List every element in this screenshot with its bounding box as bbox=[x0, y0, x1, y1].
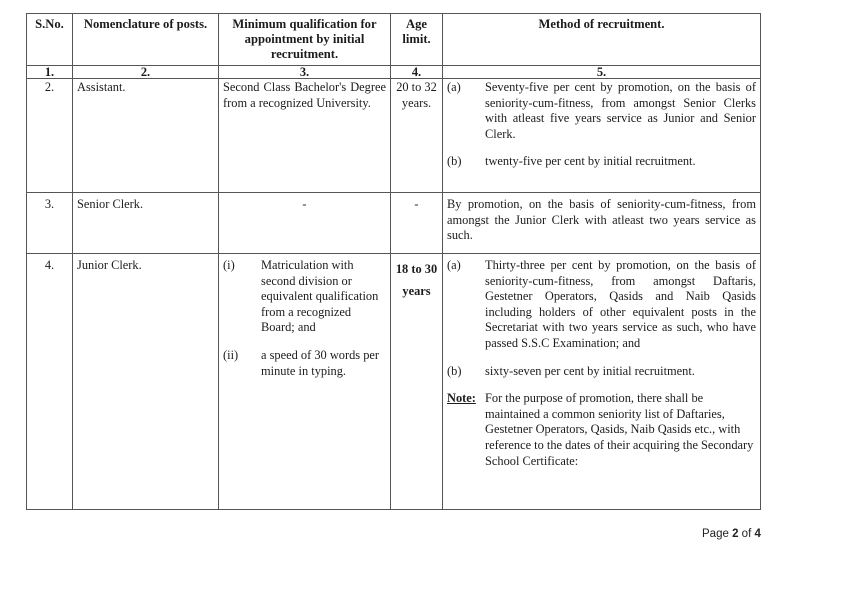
row-method: By promotion, on the basis of seniority-cum-fitness, from amongst the Junior Clerk with atleast two years service as such. bbox=[443, 193, 761, 254]
clause-label: (b) bbox=[447, 363, 462, 378]
table-row-assistant bbox=[27, 79, 761, 193]
qualification-item-i bbox=[223, 258, 386, 336]
row-age: 18 to 30 years bbox=[391, 254, 443, 510]
row-sno: 3. bbox=[27, 193, 73, 254]
page-current: 2 bbox=[732, 528, 739, 540]
row-qualification: Second Class Bachelor's Degree from a recognized University. bbox=[219, 79, 391, 193]
recruitment-rules-table bbox=[26, 13, 761, 510]
clause-text: Thirty-three per cent by promotion, on the basis of seniority-cum-fitness, from amongst Daftaris, Gestetner Operators, Qasids and Naib Qasids including holders of other equivalent posts in the Secretariat with two years service as such, who have passed S.S.C Examination; and bbox=[485, 258, 756, 350]
method-clause-a bbox=[447, 258, 756, 352]
header-qualification: Minimum qualification for appointment by initial recruitment. bbox=[219, 14, 391, 66]
column-number: 2. bbox=[73, 66, 219, 79]
row-age: 20 to 32 years. bbox=[391, 79, 443, 193]
method-clause-a bbox=[447, 80, 756, 142]
page-prefix: Page bbox=[702, 528, 729, 540]
row-age: - bbox=[391, 193, 443, 254]
method-clause-b bbox=[447, 364, 756, 380]
header-row bbox=[27, 14, 761, 66]
item-text: a speed of 30 words per minute in typing. bbox=[261, 347, 380, 378]
page-separator: of bbox=[741, 528, 752, 540]
row-sno: 2. bbox=[27, 79, 73, 193]
column-number: 3. bbox=[219, 66, 391, 79]
row-post: Junior Clerk. bbox=[73, 254, 219, 510]
row-sno: 4. bbox=[27, 254, 73, 510]
header-method: Method of recruitment. bbox=[443, 14, 761, 66]
item-label: (i) bbox=[223, 258, 235, 272]
method-clause-b bbox=[447, 154, 756, 170]
item-label: (ii) bbox=[223, 347, 239, 362]
row-qualification bbox=[219, 254, 391, 510]
note-label: Note: bbox=[447, 391, 476, 406]
clause-text: sixty-seven per cent by initial recruitment. bbox=[485, 363, 695, 378]
qualification-item-ii bbox=[223, 348, 386, 379]
column-number: 5. bbox=[443, 66, 761, 79]
clause-label: (b) bbox=[447, 154, 462, 169]
table-row-senior-clerk bbox=[27, 193, 761, 254]
header-post: Nomenclature of posts. bbox=[73, 14, 219, 66]
note-text: For the purpose of promotion, there shall be maintained a common seniority list of Daftaries, Gestetner Operators, Qasids, Naib Qasids etc., with reference to the dates of their acquiring the Secondary School Certificate: bbox=[485, 391, 754, 468]
clause-text: twenty-five per cent by initial recruitment. bbox=[485, 154, 696, 169]
column-number: 4. bbox=[391, 66, 443, 79]
clause-text: Seventy-five per cent by promotion, on the basis of seniority-cum-fitness, from amongst Senior Clerks with atleast five years service as Junior and Senior Clerk. bbox=[485, 80, 756, 141]
row-method bbox=[443, 79, 761, 193]
header-age: Age limit. bbox=[391, 14, 443, 66]
page-total: 4 bbox=[754, 528, 761, 540]
column-number: 1. bbox=[27, 66, 73, 79]
column-number-row bbox=[27, 66, 761, 79]
row-post: Senior Clerk. bbox=[73, 193, 219, 254]
page-indicator bbox=[702, 528, 761, 540]
row-method bbox=[443, 254, 761, 510]
item-text: Matriculation with second division or equivalent qualification from a recognized Board; and bbox=[261, 258, 379, 335]
header-sno: S.No. bbox=[27, 14, 73, 66]
table-row-junior-clerk bbox=[27, 254, 761, 510]
clause-label: (a) bbox=[447, 258, 461, 272]
clause-label: (a) bbox=[447, 80, 461, 94]
row-qualification: - bbox=[219, 193, 391, 254]
row-post: Assistant. bbox=[73, 79, 219, 193]
note-block bbox=[447, 391, 756, 469]
